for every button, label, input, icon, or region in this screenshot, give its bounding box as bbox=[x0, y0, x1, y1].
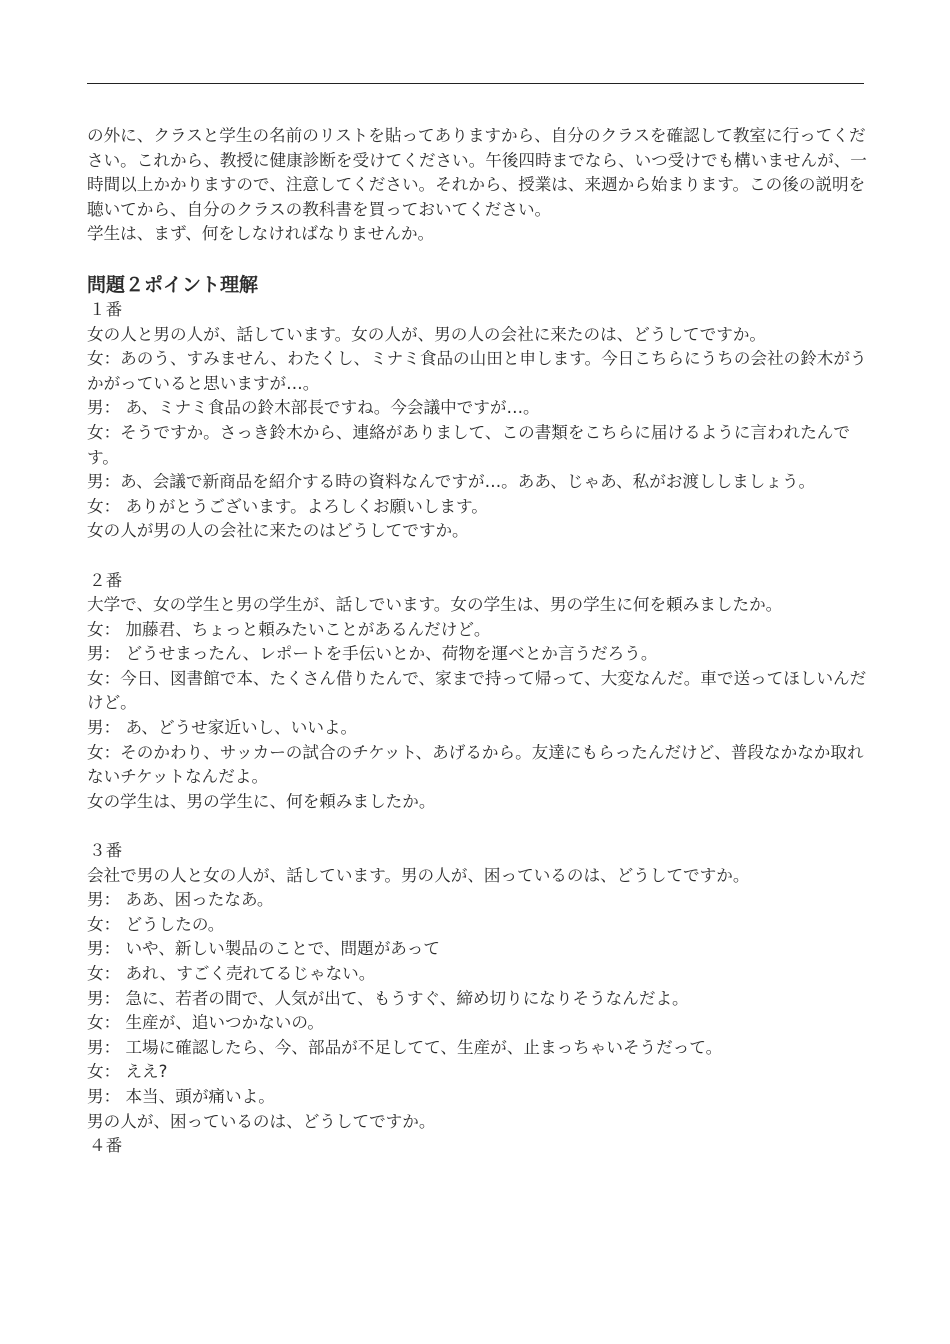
dialogue-line: 女：そのかわり、サッカーの試合のチケット、あげるから。友達にもらったんだけど、普段なかなか取れないチケットなんだよ。 bbox=[87, 742, 864, 787]
item-number: １番 bbox=[89, 299, 123, 319]
dialogue-line: 女：今日、図書館で本、たくさん借りたんで、家まで持って帰って、大変なんだ。車で送ってほしいんだけど。 bbox=[87, 668, 867, 713]
dialogue-line: 女：あのう、すみません、わたくし、ミナミ食品の山田と申します。今日こちらにうちの会社の鈴木がうかがっていると思いますが…。 bbox=[87, 349, 867, 393]
item-number: ４番 bbox=[89, 1136, 123, 1156]
item-number: ３番 bbox=[89, 841, 123, 861]
document-body bbox=[87, 124, 867, 1159]
dialogue-line: 会社で男の人と女の人が、話しています。男の人が、困っているのは、どうしてですか。 bbox=[87, 865, 750, 885]
intro-question: 学生は、まず、何をしなければなりませんか。 bbox=[87, 224, 435, 244]
dialogue-line: 女： ええ? bbox=[87, 1062, 168, 1082]
question-line: 女の人が男の人の会社に来たのはどうしてですか。 bbox=[87, 521, 469, 541]
dialogue-line: 女：そうですか。さっき鈴木から、連絡がありまして、この書類をこちらに届けるように言われたんです。 bbox=[87, 422, 850, 467]
section-title: 問題２ポイント理解 bbox=[87, 273, 259, 296]
dialogue-line: 男： 急に、若者の間で、人気が出て、もうすぐ、締め切りになりそうなんだよ。 bbox=[87, 988, 689, 1008]
dialogue-line: 男： 本当、頭が痛いよ。 bbox=[87, 1086, 275, 1106]
question-line: 女の学生は、男の学生に、何を頼みましたか。 bbox=[87, 791, 436, 811]
dialogue-line: 女の人と男の人が、話しています。女の人が、男の人の会社に来たのは、どうしてですか。 bbox=[87, 324, 767, 344]
dialogue-line: 男： あ、ミナミ食品の鈴木部長ですね。今会議中ですが…。 bbox=[87, 398, 540, 418]
dialogue-line: 女： あれ、すごく売れてるじゃない。 bbox=[87, 964, 376, 983]
dialogue-line: 男：あ、会議で新商品を紹介する時の資料なんですが…。ああ、じゃあ、私がお渡ししましょう。 bbox=[87, 472, 816, 492]
spacer bbox=[87, 814, 867, 839]
item-number: ２番 bbox=[89, 570, 123, 590]
dialogue-line: 男： ああ、困ったなあ。 bbox=[87, 890, 274, 910]
intro-paragraph: の外に、クラスと学生の名前のリストを貼ってありますから、自分のクラスを確認して教室に行ってください。これから、教授に健康診断を受けてください。午後四時までなら、いつ受けでも構いませんが、一時間以上かかりますので、注意してください。それから、授業は、来週から始まります。この後の説明を聴いてから、自分のクラスの教科書を買っておいてください。 bbox=[87, 126, 867, 219]
dialogue-line: 男： いや、新しい製品のことで、問題があって bbox=[87, 939, 440, 959]
question-line: 男の人が、困っているのは、どうしてですか。 bbox=[87, 1111, 436, 1131]
dialogue-line: 女： 生産が、追いつかないの。 bbox=[87, 1013, 324, 1033]
dialogue-line: 男： あ、どうせ家近いし、いいよ。 bbox=[87, 718, 358, 738]
dialogue-line: 女： どうしたの。 bbox=[87, 914, 225, 934]
dialogue-line: 女： ありがとうございます。よろしくお願いします。 bbox=[87, 496, 488, 516]
dialogue-line: 女： 加藤君、ちょっと頼みたいことがあるんだけど。 bbox=[87, 619, 491, 639]
spacer bbox=[87, 544, 867, 569]
header-rule bbox=[87, 83, 864, 84]
dialogue-line: 男： どうせまったん、レポートを手伝いとか、荷物を運べとか言うだろう。 bbox=[87, 644, 658, 664]
dialogue-line: 大学で、女の学生と男の学生が、話しでいます。女の学生は、男の学生に何を頼みましたか。 bbox=[87, 595, 783, 615]
dialogue-line: 男： 工場に確認したら、今、部品が不足してて、生産が、止まっちゃいそうだって。 bbox=[87, 1037, 723, 1057]
